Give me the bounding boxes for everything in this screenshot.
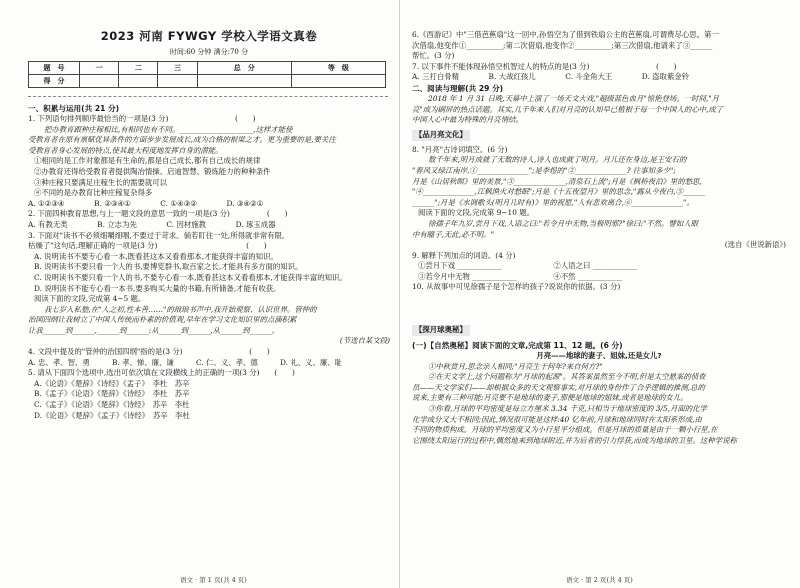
text-line: 说来,主要有三种可能:月亮要不是地球的妻子,那便是地球的姐妹,或者是地球的女儿。 — [412, 393, 688, 403]
text-line: (节选自某文段) — [339, 336, 390, 346]
text-line — [412, 307, 786, 321]
text-line: ______";月是《水调歌头(明月几时有)》里的祝愿,"人有悲欢离合,⑥______________"。 — [412, 197, 694, 207]
exam-subtitle: 时间:60 分钟 满分:70 分 — [169, 48, 249, 56]
score-cell — [291, 75, 385, 88]
text-line — [412, 293, 786, 307]
text-line: C.《孟子》《论语》《楚辞》《诗经》 苏辛 李杜 — [34, 400, 190, 410]
text-line: A. 有教无类 B. 立志为先 C. 因材施教 D. 琢玉成器 — [28, 219, 276, 229]
exam-title: 2023 河南 FYWGY 学校入学语文真卷 — [100, 29, 318, 43]
text-line: (选自《世说新语》) — [724, 240, 786, 250]
score-table-header: 总 分 — [197, 62, 291, 75]
question-line: 7. 以下事件不能体现孙悟空机智过人的特点的是(3 分) ( ) — [412, 61, 677, 71]
text-line: "④______________,江枫渔火对愁眠";月是《十五夜望月》里的思念,"露从今夜白,⑤______ — [412, 187, 706, 197]
text-line: ③种庄稼只要满足庄稼生长的需要就可以 — [34, 177, 168, 187]
text-line: 【探月球奥秘】 — [412, 325, 470, 336]
text-line: A.《论语》《楚辞》《诗经》《孟子》 李杜 苏辛 — [34, 378, 190, 388]
text-line: ④不同的是办教育比种庄稼复杂得多 — [34, 188, 153, 198]
text-line: A. 三打白骨精 B. 大战红孩儿 C. 斗金角大王 D. 盗取紫金铃 — [412, 72, 690, 82]
question-line: 1. 下列语句排列顺序最恰当的一项是(3 分) ( ) — [28, 114, 256, 123]
question-line: 5. 请从下面四个选项中,选出可依次填在文段横线上的正确的一项(3 分) ( ) — [28, 368, 295, 378]
score-table-header: 三 — [158, 62, 197, 75]
section-heading: (一)【自然奥秘】阅读下面的文章,完成第 11、12 题。(6 分) — [412, 341, 623, 351]
text-line: 月亮——地球的妻子、姐妹,还是女儿? — [536, 351, 662, 361]
text-line: A. 说明读书不要专心看一本,既看甚这本又看看那本,才能获得丰富的知识。 — [34, 251, 278, 261]
question-line: 次借扇,他变作①__________;第二次借扇,他变作②__________;第三次借扇,他请来了③______ — [412, 40, 713, 50]
text-line: ②办教育还得给受教育者提供陶冶情操、启迪智慧、锻炼能力的种种条件 — [34, 166, 271, 176]
text-line: 它围绕太阳运行的过程中,偶然地来到地球附近,并为后者的引力俘获,而成为地球的卫星。这种学说称 — [412, 435, 737, 445]
text-line: 【品月亮文化】 — [412, 130, 470, 141]
text-line: 数千年来,明月成就了无数的诗人,诗人也成就了明月。月儿还在身边,是王安石的 — [428, 155, 687, 165]
dashed-separator — [28, 96, 388, 97]
left-body — [28, 103, 390, 421]
text-line: 受教育者在原有禀赋优异条件的方面步步发展成长,成为合格的根梁之才。更为重要的是,要关注 — [28, 135, 336, 145]
text-line: 治国四纲让我树立了中国人传统而朴素的价值观,早年在学习文化知识里的点滴积累 — [28, 315, 297, 325]
text-line: 把办教育跟种庄稼相比,有相同也有不同。____________________,这样才能使 — [44, 124, 293, 134]
section-heading: 一、积累与运用(共 21 分) — [28, 104, 120, 113]
score-table-label: 得 分 — [29, 75, 80, 88]
section-heading: 二、阅读与理解(共 29 分) — [412, 83, 504, 93]
score-cell — [119, 75, 158, 88]
question-line: 8. "月亮"古诗词填空。(6 分) — [412, 144, 508, 154]
text-line: 2018 年 1 月 31 日晚,天幕中上演了一场天文大戏,"超级蓝色血月"惊艳登场。一时间,"月 — [428, 93, 720, 103]
text-line: 化学成分又大不相同;因此,情况很可能是这样:40 亿年前,月球和地球同时在太阳系形成,由 — [412, 414, 702, 424]
footer-right: 语文 · 第 2 页(共 4 页) — [566, 576, 633, 584]
text-line: 中国人心中最为特殊的月亮情结。 — [412, 115, 523, 125]
question-line: 4. 文段中提及的"管仲的治国四纲"指的是(3 分) ( ) — [28, 347, 270, 357]
text-line: D. 说明读书不能专心看一本书,要多购买大量的书籍,有所储备,才能有收获。 — [34, 283, 281, 293]
question-line: 帮忙。(3 分) — [412, 51, 455, 61]
text-line: 亮"成为刷屏的热点话题。其实,几千年来人们对月亮的认知早已植根于每一个中国人的心中,成了 — [412, 104, 724, 114]
text-line: ①尝月下戏 ____________ ②人语之曰 ____________ — [418, 261, 638, 271]
score-table-header: 题 号 — [29, 62, 80, 75]
text-line: D.《论语》《楚辞》《孟子》《诗经》 苏辛 李杜 — [34, 410, 190, 420]
score-cell — [158, 75, 197, 88]
text-line: ③若令月中无物 ____________ ④不然 ____________ — [418, 271, 623, 281]
question-line: 6.《西游记》中"三借芭蕉扇"这一回中,孙悟空为了借到铁扇公主的芭蕉扇,可谓费尽心思。第一 — [412, 30, 719, 39]
text-line: 我七岁入私塾,在"人之初,性本善……"的琅琅书声中,我开始观察、认识世界。管仲的 — [44, 304, 317, 314]
score-cell — [80, 75, 119, 88]
text-line: 受教育者身心发展的特点,使其最大程度地发挥自身的潜能。 — [28, 145, 223, 155]
right-body — [412, 30, 786, 446]
text-line: 中有瞳子,无此,必不明。" — [412, 229, 495, 239]
text-line: 让我______到______,______到______:从______到______,从______到______。 — [28, 325, 280, 335]
question-line: 3. 下面对"读书不必须细嚼细咽,不要过于苛求。倘若盯住一处,所得就非常有限, — [28, 230, 285, 240]
text-line: 不同的物质构成。月球的平均密度又为小行星平分组成。但是月球的质量是由于一颗小行星,在 — [412, 425, 718, 435]
text-line: B.《孟子》《论语》《楚辞》《诗经》 李杜 苏辛 — [34, 389, 190, 399]
text-line: 徐孺子年九岁,尝月下戏,人语之曰:"若令月中无物,当极明邪?"徐曰:"不然。譬如人眼 — [428, 218, 699, 228]
score-cell — [197, 75, 291, 88]
text-line: B. 说明读书不要只看一个人的书,要博览群书,取百家之长,才能具有多方面的知识。 — [34, 262, 303, 272]
footer-left: 语文 · 第 1 页(共 4 页) — [180, 576, 247, 584]
right-page — [400, 0, 800, 588]
text-line: ①中秋赏月,思念亲人相同;"月亮生于何年?来自何方?" — [428, 361, 603, 371]
question-line: 枯燥了"这句话,理解正确的一项是(3 分) ( ) — [28, 241, 267, 251]
question-line: 2. 下面四种教育思想,与上一题文段的意思一致的一项是(3 分) ( ) — [28, 209, 288, 219]
text-line: A. 忠、孝、智、勇 B. 孝、悌、廉、谦 C. 仁、义、孝、德 D. 礼、义、廉、耻 — [28, 357, 343, 367]
score-table-header: 等 级 — [291, 62, 385, 75]
text-line: A. ①②③④ B. ②③④① C. ①④③② D. ③④②① — [28, 198, 264, 208]
text-line: ③你看,月球的平均密度是每立方厘米 3.34 千克,只相当于地球密度的 3/5,月面的化学 — [428, 404, 707, 414]
score-table-header: 一 — [80, 62, 119, 75]
text-line: "春风又绿江南岸,①______________";是李煜的"②______________? 往事知多少"; — [412, 165, 676, 175]
score-table-header: 二 — [119, 62, 158, 75]
text-line: 员——天文学家们——却根据众多的天文观察事实,对月球的身份作了合乎逻辑的推测,总的 — [412, 382, 705, 392]
text-line: ①相同的是工作对象都是有生命的,都是自己成长,都有自己成长的规律 — [34, 156, 261, 166]
text-line: 阅读下面的文段,完成第 4~5 题。 — [34, 294, 146, 304]
question-line: 9. 解释下列加点的词语。(4 分) — [412, 250, 516, 260]
text-line: C. 说明读书不要只看一个人的书,不要专心看一本,既看甚这本又看看那本,才能获得丰富的知识。 — [34, 272, 347, 282]
score-table — [28, 61, 386, 88]
question-line: 10. 从故事中可见徐孺子是个怎样的孩子?说说你的依据。(3 分) — [412, 282, 621, 292]
text-line: 月是《山居秋暝》里的美景,"③______________,清泉石上流";月是《枫桥夜泊》里的愁思, — [412, 176, 702, 186]
text-line: ②在天文学上,这个问题称为"月球的起源"。其答案虽然至今不明,但是太空悬案的侦查 — [428, 372, 706, 382]
text-line: 阅读下面的文段,完成第 9~10 题。 — [418, 208, 535, 218]
